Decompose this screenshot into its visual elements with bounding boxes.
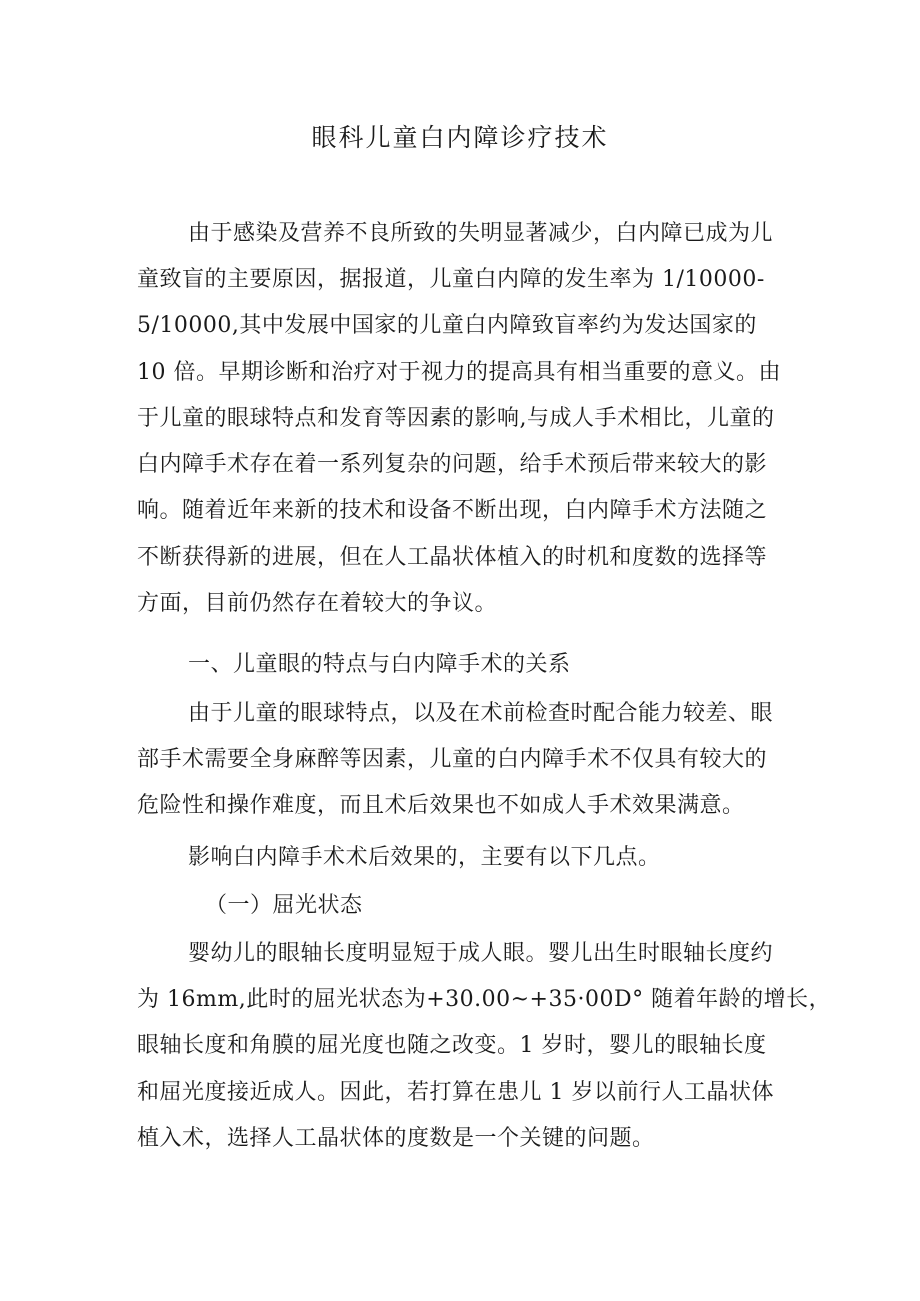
paragraph-line: 和屈光度接近成人。因此，若打算在患儿 1 岁以前行人工晶状体 [137, 1080, 774, 1105]
subsection-heading: （一）屈光状态 [205, 893, 363, 918]
paragraph-line: 为 16mm,此时的屈光状态为+30.00~+35·00D° 随着年龄的增长， [137, 987, 832, 1012]
paragraph-line: 方面，目前仍然存在着较大的争议。 [137, 591, 498, 616]
paragraph-line: 10 倍。早期诊断和治疗对于视力的提高具有相当重要的意义。由 [137, 360, 781, 385]
paragraph-line: 由于感染及营养不良所致的失明显著减少，白内障已成为儿 [188, 221, 774, 246]
paragraph-line: 童致盲的主要原因，据报道，儿童白内障的发生率为 1/10000- [137, 267, 765, 292]
paragraph-line: 不断获得新的进展，但在人工晶状体植入的时机和度数的选择等 [137, 545, 768, 570]
paragraph-line: 眼轴长度和角膜的屈光度也随之改变。1 岁时，婴儿的眼轴长度 [137, 1033, 767, 1058]
paragraph-line: 响。随着近年来新的技术和设备不断出现，白内障手术方法随之 [137, 498, 768, 523]
document-title: 眼科儿童白内障诊疗技术 [311, 123, 609, 152]
paragraph-line: 植入术，选择人工晶状体的度数是一个关键的问题。 [137, 1126, 655, 1151]
paragraph-line: 5/10000,其中发展中国家的儿童白内障致盲率约为发达国家的 [137, 313, 757, 338]
paragraph-line: 婴幼儿的眼轴长度明显短于成人眼。婴儿出生时眼轴长度约 [188, 941, 774, 966]
paragraph-line: 由于儿童的眼球特点，以及在术前检查时配合能力较差、眼 [188, 701, 774, 726]
paragraph-line: 白内障手术存在着一系列复杂的问题，给手术预后带来较大的影 [137, 452, 768, 477]
paragraph-line: 影响白内障手术术后效果的，主要有以下几点。 [188, 845, 661, 870]
paragraph-line: 危险性和操作难度，而且术后效果也不如成人手术效果满意。 [137, 793, 745, 818]
section-heading: 一、儿童眼的特点与白内障手术的关系 [188, 652, 571, 677]
paragraph-line: 部手术需要全身麻醉等因素，儿童的白内障手术不仅具有较大的 [137, 747, 768, 772]
paragraph-line: 于儿童的眼球特点和发育等因素的影响,与成人手术相比，儿童的 [137, 406, 775, 431]
